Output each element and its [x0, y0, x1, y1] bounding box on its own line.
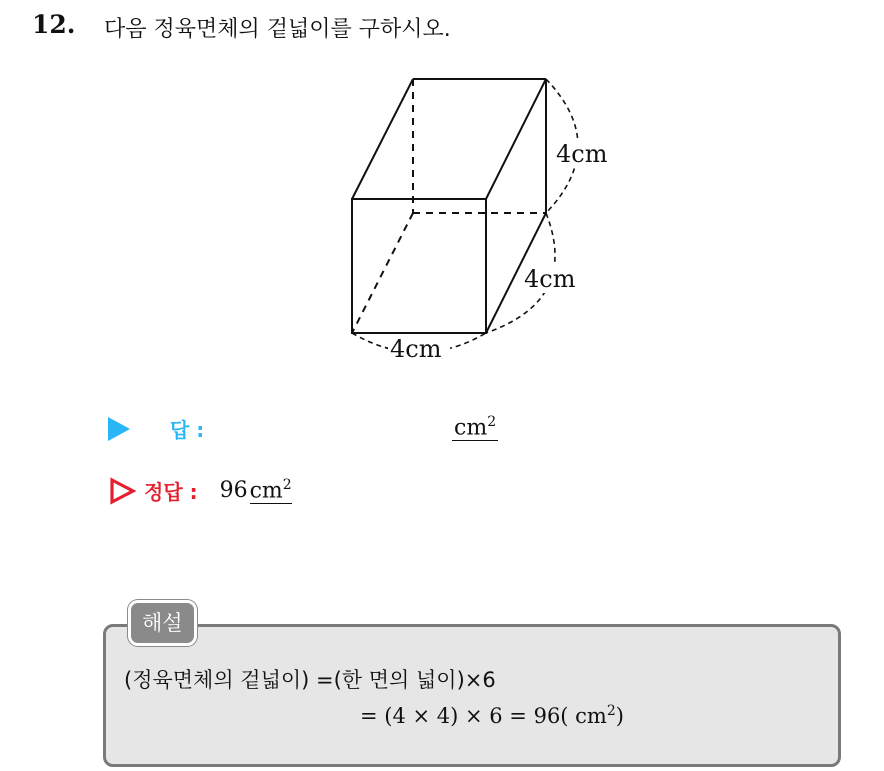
explanation-box [103, 624, 841, 767]
width-label: 4cm [390, 335, 442, 363]
explanation-line-2-exponent: 2 [606, 703, 616, 719]
answer-unit: cm [454, 415, 488, 441]
depth-label: 4cm [524, 265, 576, 293]
answer-unit-exponent: 2 [487, 414, 497, 430]
height-label: 4cm [556, 140, 608, 168]
correct-answer-row [108, 476, 292, 505]
answer-row [108, 414, 204, 443]
correct-marker-icon [108, 477, 136, 505]
explanation-line-2-end: ) [615, 704, 624, 728]
answer-blank[interactable] [452, 414, 498, 441]
question-text: 다음 정육면체의 겉넓이를 구하시오. [104, 17, 451, 42]
question-number: 12. [32, 10, 76, 39]
correct-unit: cm [249, 478, 283, 504]
answer-marker-icon [108, 417, 130, 441]
correct-label: 정답 : [144, 480, 198, 504]
explanation-line-2 [360, 703, 624, 728]
explanation-tag: 해설 [128, 600, 197, 646]
answer-label: 답 : [170, 418, 205, 442]
correct-unit-wrap [250, 477, 292, 504]
correct-unit-exponent: 2 [282, 476, 292, 493]
correct-value: 96 [219, 478, 248, 503]
cube-hidden-edges [352, 79, 546, 333]
cube-solid-edges [352, 79, 546, 333]
explanation-line-1: (정육면체의 겉넓이) =(한 면의 넓이)×6 [124, 668, 496, 692]
explanation-line-2-text: = (4 × 4) × 6 = 96( cm [360, 704, 607, 728]
